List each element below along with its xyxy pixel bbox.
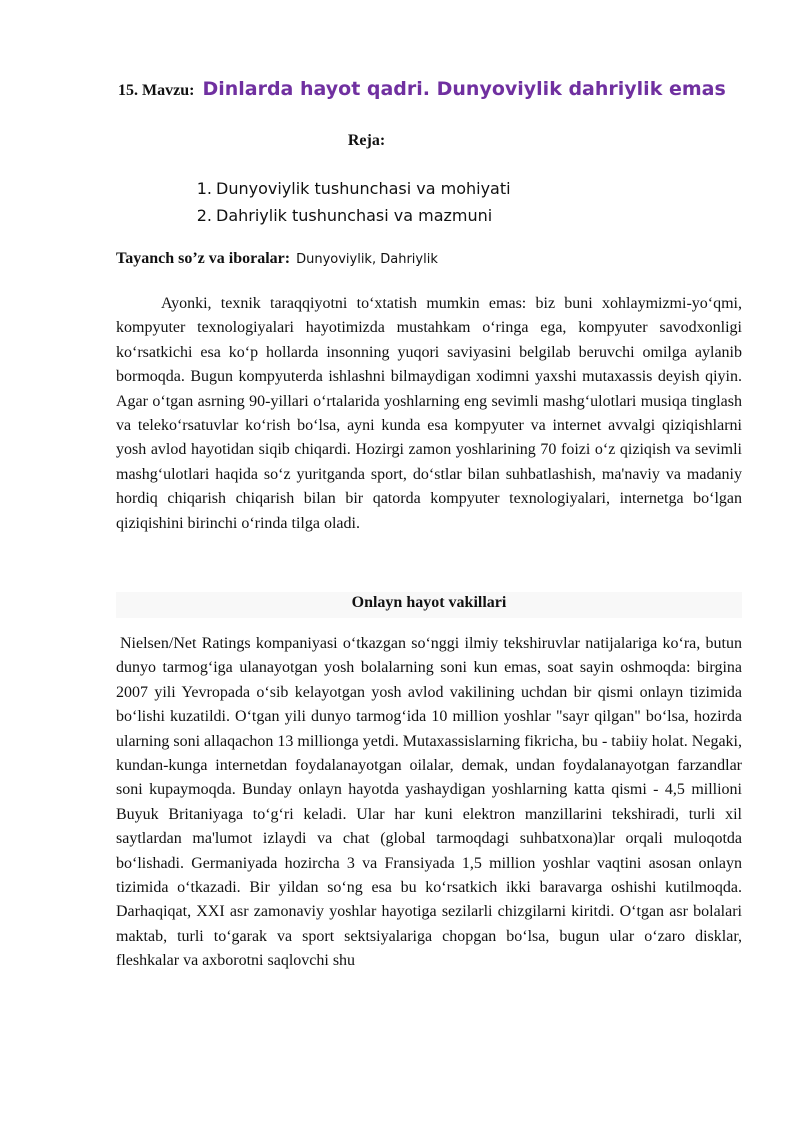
plan-list — [190, 175, 511, 229]
topic-label: 15. Mavzu: — [118, 82, 195, 99]
keywords-label: Tayanch so’z va iboralar: — [116, 250, 291, 267]
body-paragraph-1: Ayonki, texnik taraqqiyotni to‘xtatish mumkin emas: biz buni xohlaymizmi-yo‘qmi, kompyuter texnologiyalari hayotimizda mustahkam o‘ringa ega, kompyuter savodxonligi ko‘rsatkichi esa ko‘p hollarda insonning yuqori saviyasini belgilab beruvchi omilga aylanib bormoqda. Bugun kompyuterda ishlashni bilmaydigan xodimni yaxshi mutaxassis deyish qiyin. Agar o‘tgan asrning 90-yillari o‘rtalarida yoshlarning eng sevimli mashg‘ulotlari musiqa tinglash va teleko‘rsatuvlar ko‘rish bo‘lsa, ayni kunda esa kompyuter va internet avvalgi qiziqishlarni yosh avlod hayotidan siqib chiqardi. Hozirgi zamon yoshlarining 70 foizi o‘z qiziqish va sevimli mashg‘ulotlari haqida so‘z yuritganda sport, do‘stlar bilan suhbatlashish, ma'naviy va madaniy hordiq chiqarish chiqarish bilan bir qatorda kompyuter texnologiyalari, internetga bo‘lgan qiziqishini birinchi o‘rinda tilga oladi. — [116, 295, 742, 532]
plan-item-text: Dunyoviylik tushunchasi va mohiyati — [216, 179, 511, 198]
keywords-line — [116, 250, 438, 268]
plan-item-text: Dahriylik tushunchasi va mazmuni — [216, 206, 493, 225]
plan-item — [190, 175, 511, 202]
plan-item — [190, 202, 511, 229]
plan-item-number: 1. — [196, 179, 212, 198]
keywords-values: Dunyoviylik, Dahriylik — [296, 252, 438, 267]
plan-heading: Reja: — [347, 132, 386, 149]
topic-title: Dinlarda hayot qadri. Dunyoviylik dahriylik emas — [202, 78, 726, 100]
section-subheading: Onlayn hayot vakillari — [351, 594, 507, 611]
plan-item-number: 2. — [196, 206, 212, 225]
topic-header — [118, 78, 726, 100]
body-paragraph-2: Nielsen/Net Ratings kompaniyasi o‘tkazgan so‘nggi ilmiy tekshiruvlar natijalariga ko‘ra, butun dunyo tarmog‘iga ulanayotgan yosh bolalarning soni kun emas, soat sayin oshmoqda: birgina 2007 yili Yevropada o‘sib kelayotgan yosh avlod vakilining uchdan bir qismi onlayn tizimida bo‘lishi kuzatildi. O‘tgan yili dunyo tarmog‘ida 10 million yoshlar "sayr qilgan" bo‘lsa, hozirda ularning soni allaqachon 13 millionga yetdi. Mutaxassislarning fikricha, bu - tabiiy holat. Negaki, kundan-kunga internetdan foydalanayotgan oilalar, demak, undan foydalanayotgan farzandlar soni kupaymoqda. Bunday onlayn hayotda yashaydigan yoshlarning katta qismi - 4,5 millioni Buyuk Britaniyaga to‘g‘ri keladi. Ular har kuni elektron manzillarini tekshiradi, turli xil saytlardan ma'lumot izlaydi va chat (global tarmoqdagi suhbatxona)lar orqali muloqotda bo‘lishadi. Germaniyada hozircha 3 va Fransiyada 1,5 million yoshlar vaqtini asosan onlayn tizimida o‘tkazadi. Bir yildan so‘ng esa bu ko‘rsatkich ikki baravarga oshishi kutilmoqda. Darhaqiqat, XXI asr zamonaviy yoshlar hayotiga sezilarli chizgilarni kiritdi. O‘tgan asr bolalari maktab, turli to‘garak va sport sektsiyalariga chopgan bo‘lsa, bugun ular o‘zaro disklar, fleshkalar va axborotni saqlovchi shu — [116, 635, 742, 970]
